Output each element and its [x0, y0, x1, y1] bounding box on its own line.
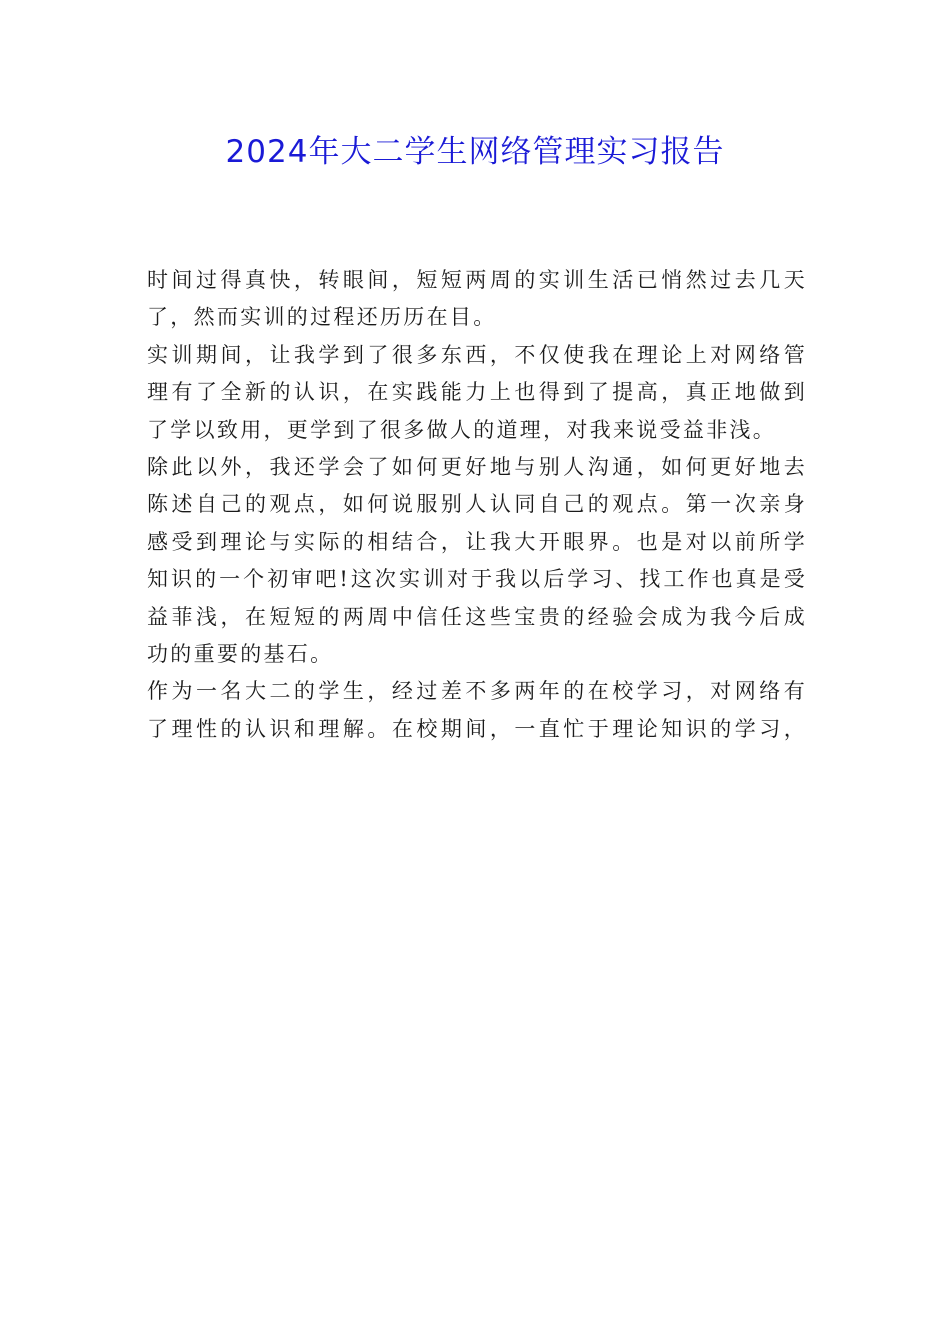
body-line: 感受到理论与实际的相结合，让我大开眼界。也是对以前所学	[147, 529, 807, 554]
body-line: 功的重要的基石。	[147, 641, 334, 666]
body-line: 除此以外，我还学会了如何更好地与别人沟通，如何更好地去	[147, 454, 807, 479]
body-line: 了学以致用，更学到了很多做人的道理，对我来说受益非浅。	[147, 417, 777, 442]
document-title: 2024年大二学生网络管理实习报告	[225, 134, 725, 170]
document-body	[147, 262, 807, 748]
body-line: 了理性的认识和理解。在校期间，一直忙于理论知识的学习，	[147, 716, 807, 741]
body-line: 了，然而实训的过程还历历在目。	[147, 305, 497, 330]
body-line: 知识的一个初审吧!这次实训对于我以后学习、找工作也真是受	[147, 567, 807, 592]
body-line: 理有了全新的认识，在实践能力上也得到了提高，真正地做到	[147, 380, 807, 405]
body-line: 实训期间，让我学到了很多东西，不仅使我在理论上对网络管	[147, 342, 807, 367]
body-line: 时间过得真快，转眼间，短短两周的实训生活已悄然过去几天	[147, 268, 807, 292]
body-line: 作为一名大二的学生，经过差不多两年的在校学习，对网络有	[147, 679, 807, 704]
body-line: 陈述自己的观点，如何说服别人认同自己的观点。第一次亲身	[147, 492, 807, 517]
body-line: 益菲浅，在短短的两周中信任这些宝贵的经验会成为我今后成	[147, 604, 807, 629]
